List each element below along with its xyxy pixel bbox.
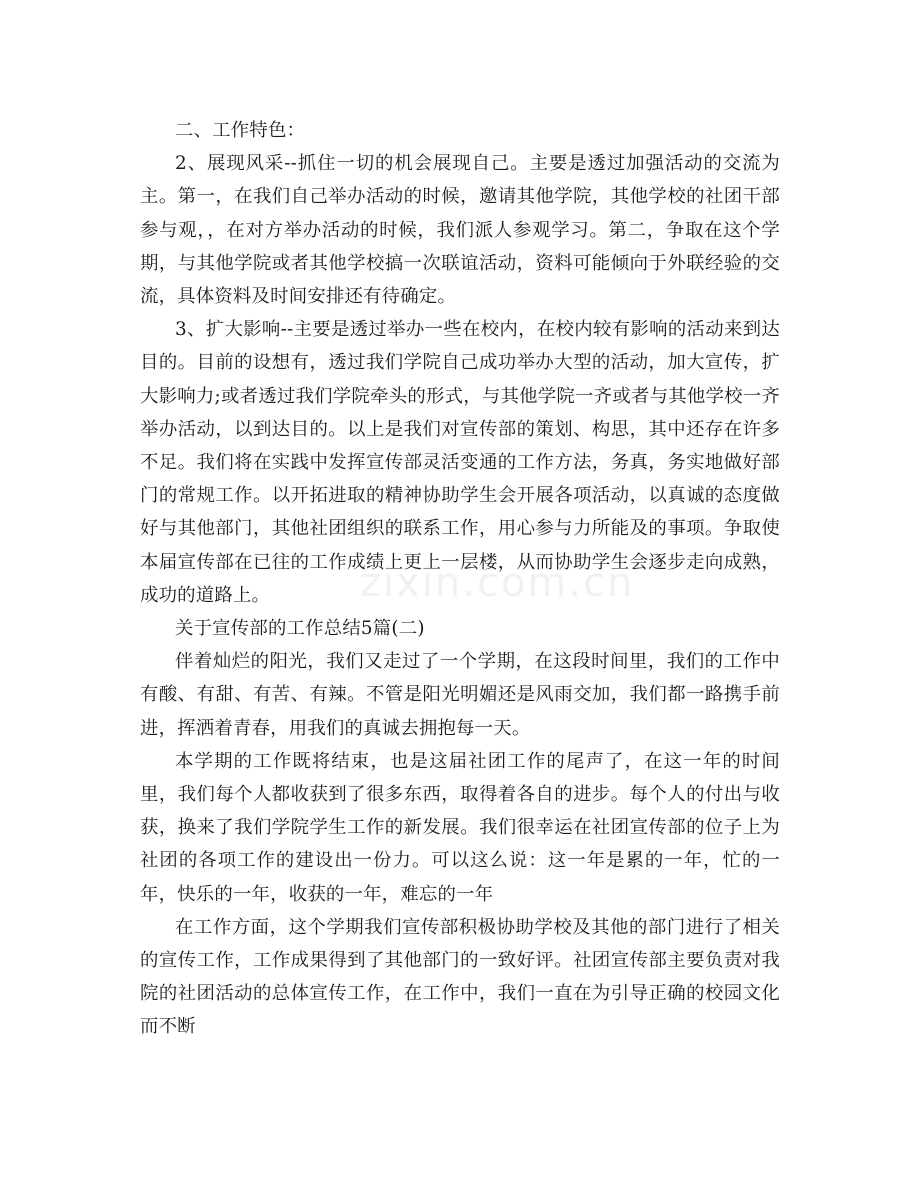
section-heading: 二、工作特色： <box>175 120 306 141</box>
paragraph: 在工作方面，这个学期我们宣传部积极协助学校及其他的部门进行了相关的宣传工作，工作成果得到了其他部门的一致好评。社团宣传部主要负责对我院的社团活动的总体宣传工作，在工作中，我们一直在为引导正确的校园文化而不断 <box>140 916 780 1038</box>
paragraph: 3、扩大影响--主要是透过举办一些在校内，在校内较有影响的活动来到达目的。目前的设想有，透过我们学院自己成功举办大型的活动，加大宣传，扩大影响力;或者透过我们学院牵头的形式，与其他学院一齐或者与其他学校一齐举办活动，以到达目的。以上是我们对宣传部的策划、构思，其中还存在许多不足。我们将在实践中发挥宣传部灵活变通的工作方法，务真，务实地做好部门的常规工作。以开拓进取的精神协助学生会开展各项活动，以真诚的态度做好与其他部门，其他社团组织的联系工作，用心参与力所能及的事项。争取使本届宣传部在已往的工作成绩上更上一层楼，从而协助学生会逐步走向成熟，成功的道路上。 <box>140 319 780 606</box>
paragraph: 2、展现风采--抓住一切的机会展现自己。主要是透过加强活动的交流为主。第一，在我们自己举办活动的时候，邀请其他学院，其他学校的社团干部参与观，，在对方举办活动的时候，我们派人参观学习。第二，争取在这个学期，与其他学院或者其他学校搞一次联谊活动，资料可能倾向于外联经验的交流，具体资料及时间安排还有待确定。 <box>140 153 780 308</box>
paragraph: 伴着灿烂的阳光，我们又走过了一个学期，在这段时间里，我们的工作中有酸、有甜、有苦、有辣。不管是阳光明媚还是风雨交加，我们都一路携手前进，挥洒着青春，用我们的真诚去拥抱每一天。 <box>140 651 780 739</box>
paragraph: 本学期的工作既将结束，也是这届社团工作的尾声了，在这一年的时间里，我们每个人都收获到了很多东西，取得着各自的进步。每个人的付出与收获，换来了我们学院学生工作的新发展。我们很幸运在社团宣传部的位子上为社团的各项工作的建设出一份力。可以这么说：这一年是累的一年，忙的一年，快乐的一年，收获的一年，难忘的一年 <box>140 750 780 905</box>
watermark: zixin.com.cn <box>360 560 635 606</box>
document-body <box>140 114 780 1044</box>
article-subtitle: 关于宣传部的工作总结5篇(二) <box>175 618 425 640</box>
